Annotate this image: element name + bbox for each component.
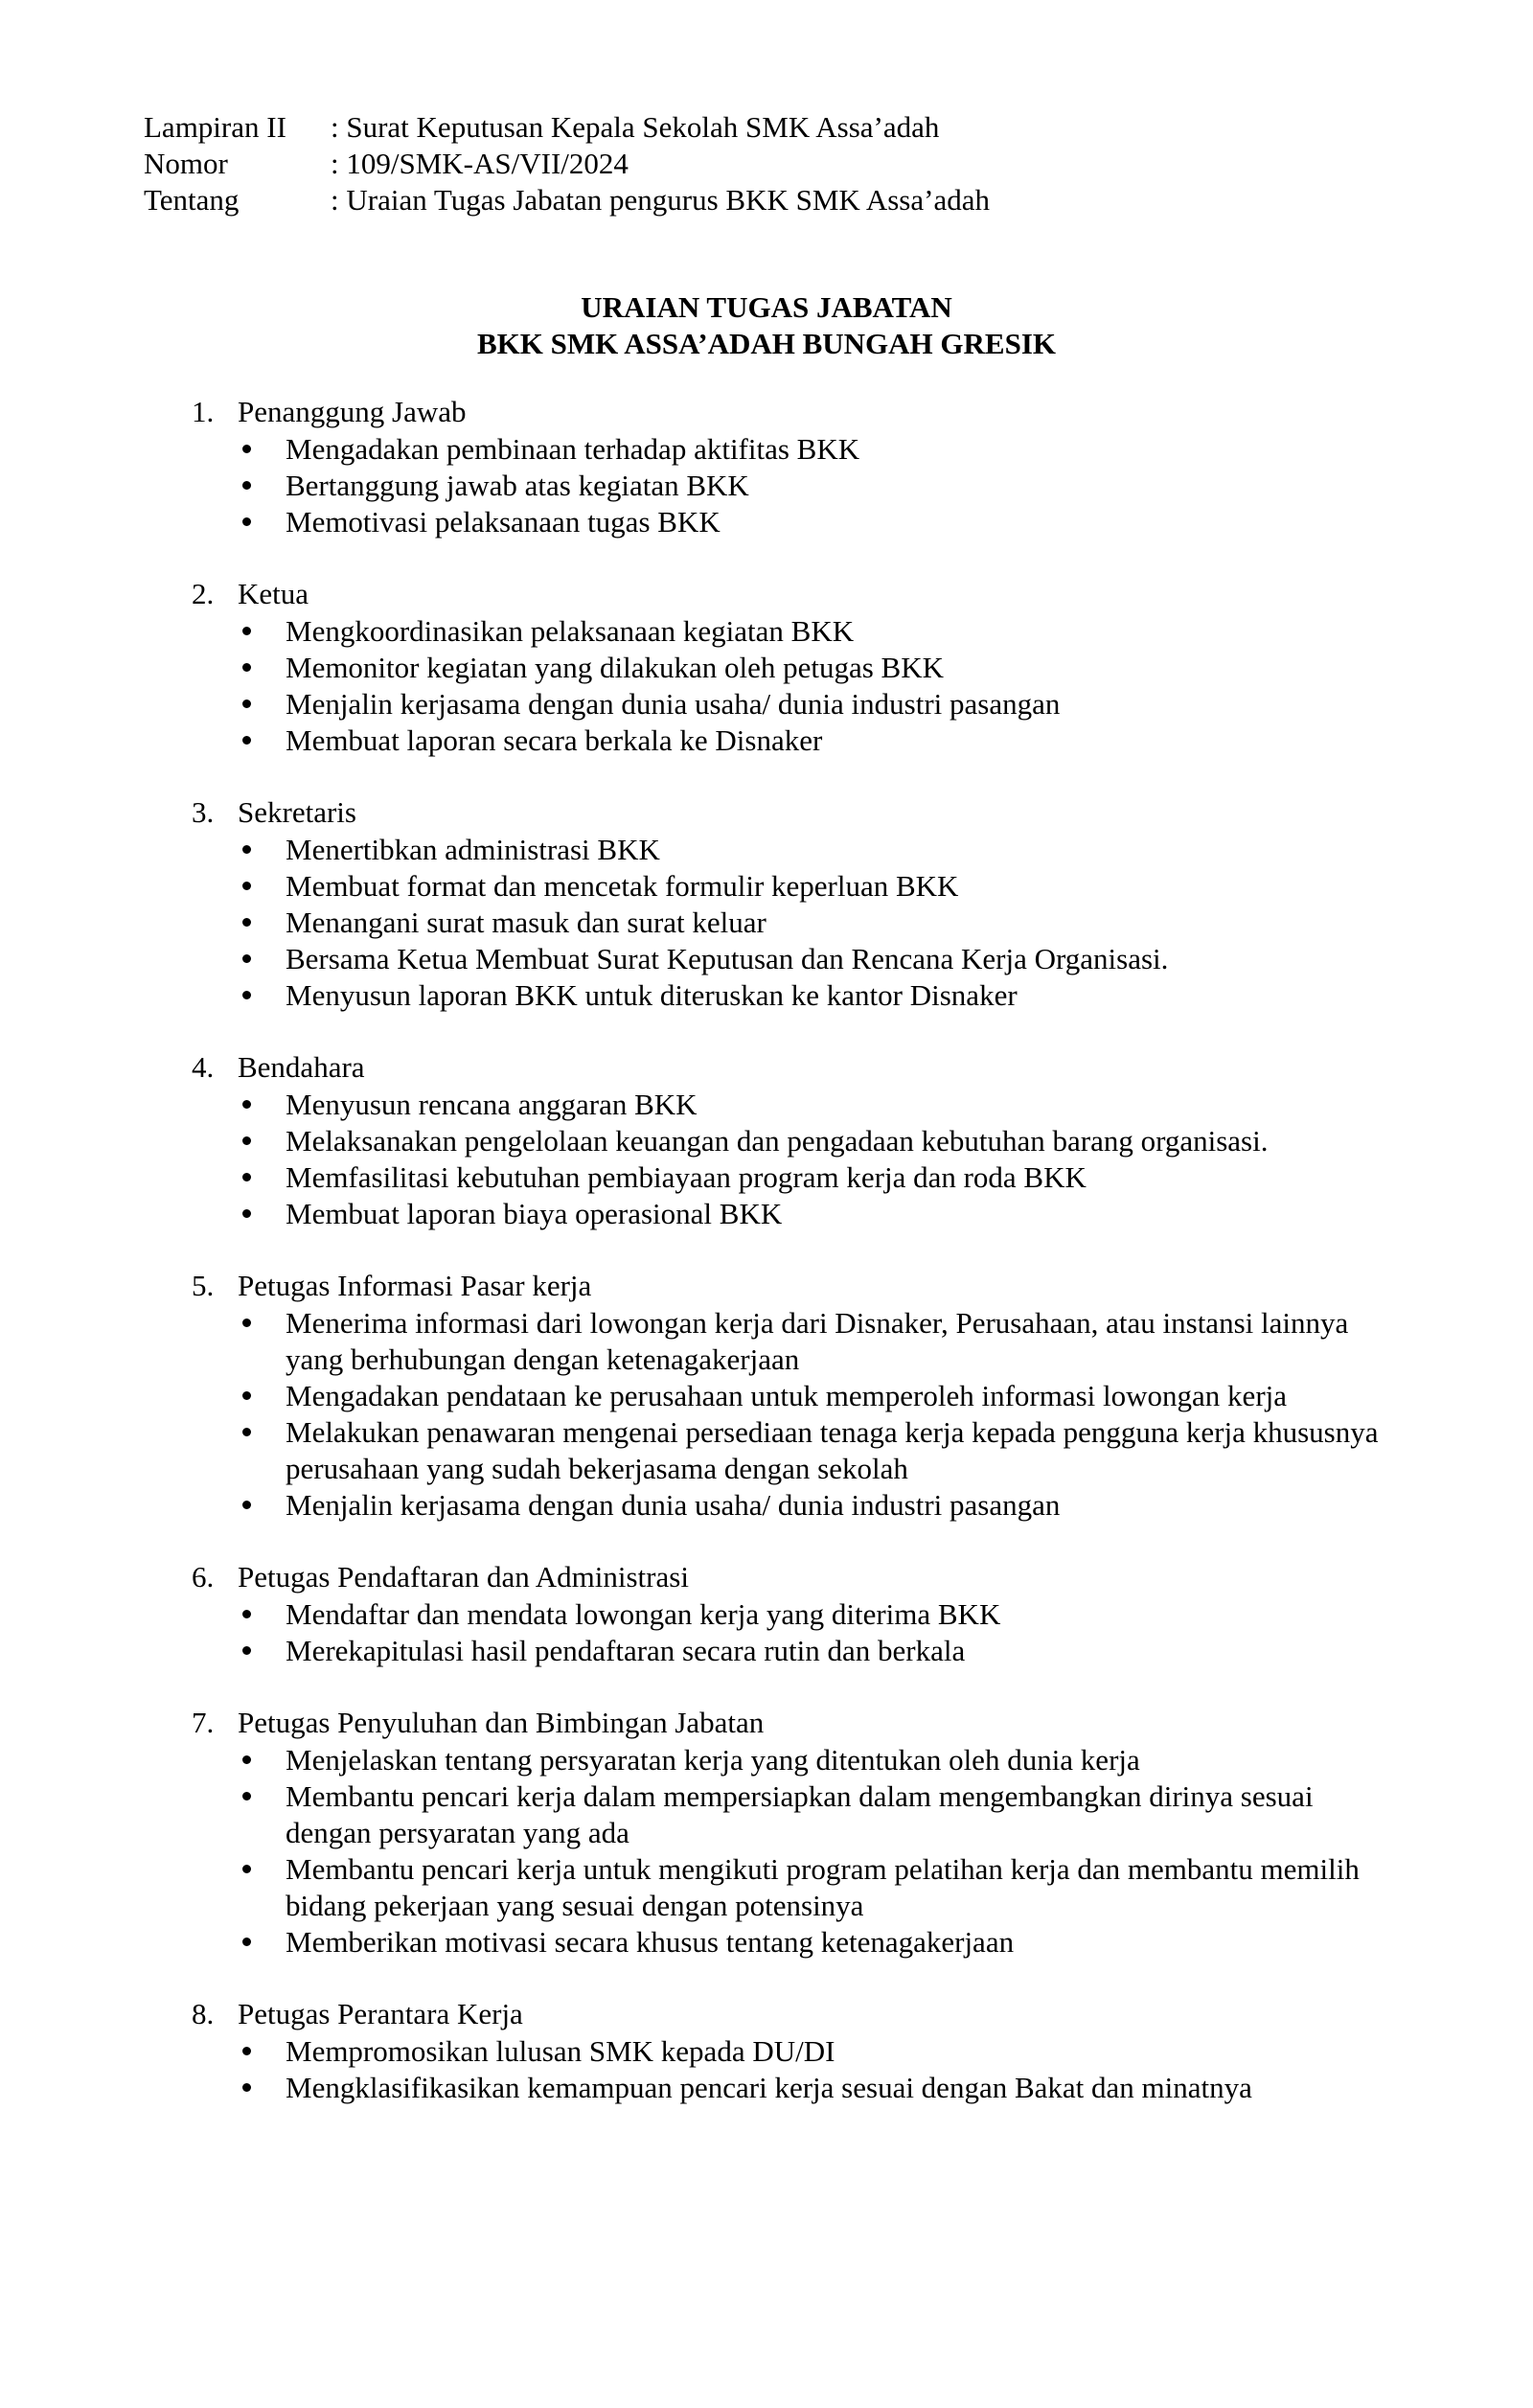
title-line-2: BKK SMK ASSA’ADAH BUNGAH GRESIK [476,327,1056,360]
bullet-icon [192,1087,286,1123]
bullet-dot-icon [242,1792,251,1800]
duty-list [192,2033,1399,2106]
duty-item [192,1305,1399,1378]
bullet-icon [192,504,286,540]
bullet-dot-icon [242,882,251,890]
duty-item-text: Mengadakan pembinaan terhadap aktifitas BKK [286,432,860,466]
duty-item [192,650,1399,686]
header-value: : Uraian Tugas Jabatan pengurus BKK SMK Assa’adah [331,183,990,217]
duty-item-text: Mempromosikan lulusan SMK kepada DU/DI [286,2034,835,2068]
duty-sections [192,393,1399,2141]
bullet-icon [192,1778,286,1851]
duty-item [192,1378,1399,1414]
bullet-dot-icon [242,1173,251,1181]
section-heading [192,793,1399,832]
duty-item-text: Memberikan motivasi secara khusus tentang ketenagakerjaan [286,1925,1015,1959]
section-heading [192,1704,1399,1742]
duty-item [192,1196,1399,1232]
bullet-dot-icon [242,1501,251,1509]
bullet-icon [192,1414,286,1487]
section-number: 2. [192,577,215,610]
bullet-icon [192,1742,286,1778]
section-heading [192,1048,1399,1087]
document-header [144,109,1389,218]
bullet-icon [192,868,286,905]
header-row-lampiran [144,109,1389,146]
bullet-icon [192,1305,286,1378]
duty-item-text: Memfasilitasi kebutuhan pembiayaan program kerja dan roda BKK [286,1160,1087,1194]
duty-section [192,393,1399,540]
bullet-dot-icon [242,445,251,453]
duty-item [192,613,1399,650]
title-line-1: URAIAN TUGAS JABATAN [581,290,952,324]
duty-item-text: Membuat laporan biaya operasional BKK [286,1197,783,1230]
duty-item [192,2070,1399,2106]
duty-item-text: Menyusun rencana anggaran BKK [286,1088,698,1121]
section-title: Ketua [238,577,309,610]
bullet-dot-icon [242,1136,251,1145]
duty-item-text: Mendaftar dan mendata lowongan kerja yang diterima BKK [286,1597,1001,1631]
bullet-dot-icon [242,1428,251,1436]
duty-item-text: Mengadakan pendataan ke perusahaan untuk memperoleh informasi lowongan kerja [286,1379,1288,1412]
bullet-dot-icon [242,699,251,708]
duty-item-text: Membuat format dan mencetak formulir keperluan BKK [286,869,959,903]
bullet-dot-icon [242,2047,251,2055]
header-value: : 109/SMK-AS/VII/2024 [331,147,629,180]
bullet-dot-icon [242,1755,251,1764]
section-heading [192,575,1399,613]
bullet-icon [192,1196,286,1232]
bullet-dot-icon [242,1865,251,1873]
duty-item-text: Memotivasi pelaksanaan tugas BKK [286,505,721,539]
duty-section [192,1995,1399,2106]
section-number: 6. [192,1560,215,1594]
section-title: Penanggung Jawab [238,395,467,428]
duty-section [192,575,1399,759]
bullet-dot-icon [242,991,251,999]
duty-item [192,832,1399,868]
duty-item-text: Memonitor kegiatan yang dilakukan oleh petugas BKK [286,651,945,684]
duty-list [192,431,1399,540]
duty-item [192,868,1399,905]
duty-list [192,1305,1399,1524]
duty-item-text: Merekapitulasi hasil pendaftaran secara rutin dan berkala [286,1634,966,1667]
section-number: 7. [192,1706,215,1739]
bullet-icon [192,1851,286,1924]
section-heading [192,393,1399,431]
bullet-dot-icon [242,2083,251,2092]
duty-item [192,1596,1399,1633]
duty-item-text: Menjelaskan tentang persyaratan kerja yang ditentukan oleh dunia kerja [286,1743,1140,1777]
duty-item [192,941,1399,977]
bullet-icon [192,1924,286,1961]
duty-item [192,905,1399,941]
section-title: Petugas Penyuluhan dan Bimbingan Jabatan [238,1706,765,1739]
header-label: Tentang [144,183,240,217]
duty-item-text: Melaksanakan pengelolaan keuangan dan pengadaan kebutuhan barang organisasi. [286,1124,1269,1158]
section-heading [192,1558,1399,1596]
duty-item [192,468,1399,504]
bullet-icon [192,686,286,722]
duty-item [192,686,1399,722]
bullet-icon [192,431,286,468]
duty-item-text: Menertibkan administrasi BKK [286,833,660,866]
duty-item [192,2033,1399,2070]
duty-item-text: Menangani surat masuk dan surat keluar [286,906,766,939]
duty-item-text: Membantu pencari kerja untuk mengikuti program pelatihan kerja dan membantu memilih bidang pekerjaan yang sesuai dengan potensinya [286,1852,1360,1922]
duty-list [192,613,1399,759]
duty-item [192,504,1399,540]
duty-item [192,1742,1399,1778]
section-number: 1. [192,395,215,428]
bullet-dot-icon [242,517,251,526]
section-title: Petugas Informasi Pasar kerja [238,1269,592,1302]
duty-item-text: Mengkoordinasikan pelaksanaan kegiatan BKK [286,614,855,648]
header-row-nomor [144,146,1389,182]
duty-section [192,1267,1399,1524]
duty-item-text: Menyusun laporan BKK untuk diteruskan ke kantor Disnaker [286,978,1018,1012]
header-value: : Surat Keputusan Kepala Sekolah SMK Assa’adah [331,110,940,144]
duty-item [192,1633,1399,1669]
bullet-icon [192,832,286,868]
duty-item [192,1487,1399,1524]
bullet-icon [192,1633,286,1669]
bullet-dot-icon [242,1319,251,1327]
bullet-icon [192,2033,286,2070]
bullet-dot-icon [242,845,251,854]
bullet-icon [192,1596,286,1633]
bullet-dot-icon [242,1938,251,1946]
duty-item-text: Menerima informasi dari lowongan kerja dari Disnaker, Perusahaan, atau instansi lainnya yang berhubungan dengan ketenagakerjaan [286,1306,1349,1376]
bullet-icon [192,468,286,504]
duty-section [192,1704,1399,1961]
duty-item [192,1123,1399,1159]
bullet-dot-icon [242,627,251,635]
bullet-dot-icon [242,481,251,490]
bullet-icon [192,977,286,1014]
duty-item-text: Melakukan penawaran mengenai persediaan tenaga kerja kepada pengguna kerja khususnya perusahaan yang sudah bekerjasama dengan sekolah [286,1415,1379,1485]
bullet-icon [192,1487,286,1524]
duty-item [192,1851,1399,1924]
bullet-dot-icon [242,1209,251,1218]
duty-item [192,1778,1399,1851]
section-number: 4. [192,1050,215,1084]
bullet-icon [192,2070,286,2106]
section-title: Bendahara [238,1050,365,1084]
duty-item-text: Mengklasifikasikan kemampuan pencari kerja sesuai dengan Bakat dan minatnya [286,2071,1252,2104]
duty-item [192,1414,1399,1487]
duty-item [192,431,1399,468]
duty-section [192,1048,1399,1232]
duty-item-text: Membantu pencari kerja dalam mempersiapkan dalam mengembangkan dirinya sesuai dengan persyaratan yang ada [286,1779,1314,1849]
header-label: Lampiran II [144,110,286,144]
section-number: 8. [192,1997,215,2030]
bullet-icon [192,905,286,941]
bullet-icon [192,722,286,759]
duty-section [192,1558,1399,1669]
header-label: Nomor [144,147,228,180]
duty-item [192,1924,1399,1961]
bullet-dot-icon [242,736,251,745]
section-heading [192,1267,1399,1305]
bullet-icon [192,941,286,977]
bullet-icon [192,1378,286,1414]
document-title [0,289,1533,362]
bullet-icon [192,613,286,650]
duty-list [192,1596,1399,1669]
duty-list [192,1087,1399,1232]
bullet-dot-icon [242,1100,251,1109]
duty-item-text: Menjalin kerjasama dengan dunia usaha/ dunia industri pasangan [286,1488,1061,1522]
duty-list [192,1742,1399,1961]
header-row-tentang [144,182,1389,218]
section-heading [192,1995,1399,2033]
duty-item [192,1159,1399,1196]
duty-item-text: Bersama Ketua Membuat Surat Keputusan dan Rencana Kerja Organisasi. [286,942,1169,975]
section-number: 3. [192,795,215,829]
section-title: Sekretaris [238,795,356,829]
bullet-icon [192,1159,286,1196]
duty-list [192,832,1399,1014]
section-title: Petugas Pendaftaran dan Administrasi [238,1560,689,1594]
duty-item-text: Menjalin kerjasama dengan dunia usaha/ dunia industri pasangan [286,687,1061,721]
bullet-icon [192,650,286,686]
bullet-dot-icon [242,1646,251,1655]
section-number: 5. [192,1269,215,1302]
bullet-dot-icon [242,918,251,927]
duty-item [192,722,1399,759]
duty-item-text: Membuat laporan secara berkala ke Disnaker [286,723,823,757]
section-title: Petugas Perantara Kerja [238,1997,523,2030]
bullet-dot-icon [242,1391,251,1400]
bullet-dot-icon [242,954,251,963]
duty-section [192,793,1399,1014]
duty-item [192,1087,1399,1123]
duty-item [192,977,1399,1014]
bullet-dot-icon [242,663,251,672]
duty-item-text: Bertanggung jawab atas kegiatan BKK [286,469,749,502]
bullet-icon [192,1123,286,1159]
bullet-dot-icon [242,1610,251,1618]
